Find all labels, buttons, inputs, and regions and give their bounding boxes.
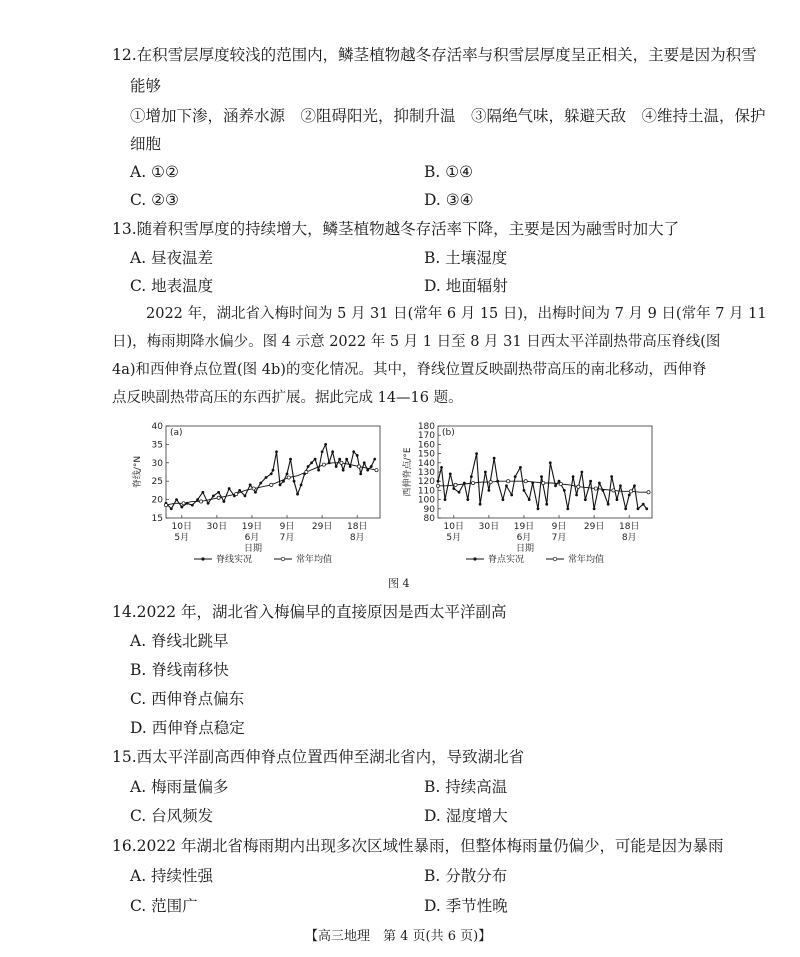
chartb-point-mean	[577, 485, 580, 488]
chartb-point-actual	[637, 507, 640, 510]
charta-point-actual	[279, 483, 282, 486]
chartb-point-mean	[436, 484, 439, 487]
chartb-xtick-label: 10日	[443, 522, 465, 532]
chartb-point-actual	[437, 480, 440, 483]
charta-point-actual	[356, 454, 359, 457]
charta-point-actual	[349, 465, 352, 468]
charta-point-actual	[331, 450, 334, 453]
q16-option-b[interactable]: B. 分散分布	[424, 867, 508, 885]
charta-point-actual	[244, 495, 247, 498]
chartb-point-actual	[566, 507, 569, 510]
charta-point-actual	[275, 450, 278, 453]
chartb-point-actual	[584, 498, 587, 501]
chartb-xtick-label: 30日	[478, 522, 500, 532]
q12-option-a[interactable]: A. ①②	[130, 163, 179, 181]
charta-point-actual	[212, 495, 215, 498]
chartb-xtick-label: 19日	[513, 522, 535, 532]
figure-caption: 图 4	[388, 577, 410, 590]
q12-option-c[interactable]: C. ②③	[130, 191, 179, 209]
chartb-point-mean	[647, 491, 650, 494]
chartb-point-actual	[540, 475, 543, 478]
chartb-point-actual	[519, 466, 522, 469]
charta-point-actual	[366, 469, 369, 472]
q14-option-d[interactable]: D. 西伸脊点稳定	[130, 719, 245, 737]
chartb-point-mean	[559, 482, 562, 485]
charta-month-label: 6月	[244, 533, 260, 543]
charta-ytick-label: 25	[151, 477, 163, 488]
q16-option-d[interactable]: D. 季节性晚	[424, 897, 508, 915]
page-footer: 【高三地理 第 4 页(共 6 页)】	[305, 929, 492, 944]
charta-point-actual	[363, 461, 366, 464]
chartb-ytick-label: 90	[423, 504, 435, 515]
chartb-point-actual	[580, 471, 583, 474]
chart-4b	[400, 420, 662, 572]
charta-point-actual	[207, 502, 210, 505]
chartb-point-actual	[449, 472, 452, 475]
chartb-point-mean	[489, 481, 492, 484]
chartb-point-mean	[594, 487, 597, 490]
chartb-point-actual	[645, 507, 648, 510]
chartb-ytick-label: 80	[423, 514, 435, 524]
charta-point-actual	[314, 458, 317, 461]
charta-point-actual	[265, 476, 268, 479]
chartb-point-actual	[440, 466, 443, 469]
charta-legend-actual-marker	[201, 557, 204, 560]
chartb-point-actual	[487, 489, 490, 492]
chartb-point-actual	[616, 498, 619, 501]
charta-xtick-label: 18日	[346, 522, 368, 532]
charta-point-actual	[228, 487, 231, 490]
chartb-point-actual	[589, 480, 592, 483]
chartb-point-mean	[471, 481, 474, 484]
charta-point-mean	[305, 470, 308, 473]
charta-point-actual	[217, 491, 220, 494]
chartb-ytick-label: 170	[417, 431, 435, 442]
charta-point-mean	[235, 492, 238, 495]
chartb-point-actual	[484, 471, 487, 474]
charta-point-mean	[357, 465, 360, 468]
chartb-point-actual	[470, 475, 473, 478]
passage-line-2: 日)，梅雨期降水偏少。图 4 示意 2022 年 5 月 1 日至 8 月 31 日西太平洋副热带高压脊线(图	[112, 334, 721, 350]
charta-legend-mean-marker	[281, 557, 285, 561]
chartb-legend-mean-marker	[553, 557, 557, 561]
chartb-ytick-label: 160	[417, 440, 435, 451]
charta-point-actual	[373, 458, 376, 461]
chartb-point-actual	[610, 475, 613, 478]
chartb-ytick-label: 150	[417, 449, 435, 460]
charta-point-actual	[180, 506, 183, 509]
charta-point-actual	[300, 483, 303, 486]
chartb-point-actual	[475, 452, 478, 455]
chartb-point-actual	[545, 503, 548, 506]
charta-plot-frame	[166, 426, 380, 518]
chartb-point-actual	[466, 498, 469, 501]
chartb-point-actual	[563, 489, 566, 492]
charta-month-label: 5月	[174, 533, 190, 543]
q12-items-line1: ①增加下渗，涵养水源 ②阻碍阳光，抑制升温 ③隔绝气味，躲避天敌 ④维持土温，保护	[130, 107, 766, 125]
q16-stem: 16.2022 年湖北省梅雨期内出现多次区域性暴雨，但整体梅雨量仍偏少，可能是因为暴雨	[112, 837, 724, 855]
chart-4a	[130, 420, 390, 572]
q12-option-b[interactable]: B. ①④	[424, 163, 474, 181]
q12-option-d[interactable]: D. ③④	[424, 191, 474, 209]
q15-option-b[interactable]: B. 持续高温	[424, 778, 508, 796]
chartb-point-actual	[598, 482, 601, 485]
charta-xtick-label: 29日	[311, 522, 333, 532]
chartb-point-mean	[612, 489, 615, 492]
q15-option-a[interactable]: A. 梅雨量偏多	[130, 778, 229, 796]
charta-ytick-label: 40	[151, 422, 163, 432]
charta-point-actual	[175, 498, 178, 501]
q15-option-c[interactable]: C. 台风频发	[130, 807, 214, 825]
charta-month-label: 8月	[349, 533, 365, 543]
charta-xtick-label: 9日	[279, 522, 295, 532]
chartb-point-actual	[479, 503, 482, 506]
charta-point-actual	[201, 491, 204, 494]
chartb-point-actual	[549, 461, 552, 464]
chartb-point-actual	[624, 507, 627, 510]
q13-option-c[interactable]: C. 地表温度	[130, 277, 214, 295]
passage-line-3: 4a)和西伸脊点位置(图 4b)的变化情况。其中，脊线位置反映副热带高压的南北移动，西伸脊	[112, 362, 707, 378]
charta-point-mean	[340, 461, 343, 464]
chartb-point-actual	[528, 498, 531, 501]
charta-point-actual	[359, 472, 362, 475]
charta-point-actual	[249, 483, 252, 486]
chartb-ylabel: 西伸脊点/°E	[403, 447, 413, 497]
chartb-month-label: 8月	[621, 533, 637, 543]
q16-option-c[interactable]: C. 范围广	[130, 897, 198, 915]
charta-legend-mean-label: 常年均值	[296, 555, 333, 565]
chartb-point-actual	[493, 457, 496, 460]
chartb-ytick-label: 110	[417, 486, 435, 497]
charta-point-actual	[338, 458, 341, 461]
chartb-ytick-label: 180	[417, 422, 435, 432]
passage-line-4: 点反映副热带高压的东西扩展。据此完成 14—16 题。	[112, 390, 463, 406]
chartb-ytick-label: 100	[417, 495, 435, 506]
charta-point-mean	[287, 476, 290, 479]
charta-xtick-label: 30日	[206, 522, 228, 532]
chartb-ytick-label: 140	[417, 458, 435, 469]
chartb-xtick-label: 9日	[551, 522, 567, 532]
chartb-panel-label: (b)	[442, 428, 455, 438]
q14-option-c[interactable]: C. 西伸脊点偏东	[130, 690, 245, 708]
q14-option-b[interactable]: B. 脊线南移快	[130, 661, 229, 679]
charta-point-actual	[254, 491, 257, 494]
chartb-month-label: 5月	[446, 533, 462, 543]
charta-ylabel: 脊线/°N	[133, 455, 143, 489]
chartb-legend-actual-marker	[473, 557, 476, 560]
q12-stem-line2: 能够	[130, 77, 162, 95]
chartb-point-actual	[537, 507, 540, 510]
charta-point-actual	[324, 443, 327, 446]
chartb-month-label: 7月	[551, 533, 567, 543]
chartb-legend-mean-label: 常年均值	[568, 555, 605, 565]
chartb-plot-frame	[438, 426, 652, 518]
charta-legend-actual-label: 脊线实况	[216, 555, 253, 565]
charta-ytick-label: 35	[151, 440, 163, 451]
chartb-xlabel: 日期	[515, 544, 535, 554]
chartb-point-mean	[542, 481, 545, 484]
chartb-point-actual	[575, 494, 578, 497]
chartb-point-actual	[452, 487, 455, 490]
charta-point-actual	[222, 500, 225, 503]
q14-option-a[interactable]: A. 脊线北跳早	[130, 632, 229, 650]
charta-point-actual	[335, 465, 338, 468]
chartb-point-actual	[572, 475, 575, 478]
charta-ytick-label: 20	[151, 495, 163, 506]
charta-point-mean	[164, 504, 167, 507]
charta-point-actual	[238, 489, 241, 492]
q13-option-a[interactable]: A. 昼夜温差	[130, 249, 214, 267]
charta-point-mean	[375, 469, 378, 472]
chartb-ytick-label: 130	[417, 468, 435, 478]
chartb-xtick-label: 18日	[618, 522, 640, 532]
charta-point-actual	[191, 504, 194, 507]
chartb-point-actual	[444, 498, 447, 501]
chartb-point-actual	[502, 498, 505, 501]
chartb-point-actual	[593, 507, 596, 510]
q15-option-d[interactable]: D. 湿度增大	[424, 807, 508, 825]
chartb-point-actual	[554, 484, 557, 487]
chartb-point-mean	[507, 480, 510, 483]
charta-point-actual	[296, 493, 299, 496]
chartb-point-mean	[524, 480, 527, 483]
charta-point-actual	[170, 507, 173, 510]
charta-point-actual	[342, 469, 345, 472]
charta-xlabel: 日期	[243, 544, 263, 554]
charta-point-mean	[199, 500, 202, 503]
chartb-point-actual	[607, 503, 610, 506]
chartb-point-actual	[628, 494, 631, 497]
chartb-xtick-label: 29日	[583, 522, 605, 532]
q13-stem: 13.随着积雪厚度的持续增大，鳞茎植物越冬存活率下降，主要是因为融雪时加大了	[112, 220, 680, 238]
charta-point-actual	[286, 472, 289, 475]
q13-option-d[interactable]: D. 地面辐射	[424, 277, 508, 295]
chartb-point-actual	[619, 484, 622, 487]
charta-point-actual	[270, 472, 273, 475]
chartb-point-actual	[642, 503, 645, 506]
q16-option-a[interactable]: A. 持续性强	[130, 867, 214, 885]
passage-line-1: 2022 年，湖北省入梅时间为 5 月 31 日(常年 6 月 15 日)，出梅时间为 7 月 9 日(常年 7 月 11	[146, 306, 767, 322]
chartb-month-label: 6月	[516, 533, 532, 543]
q15-stem: 15.西太平洋副高西伸脊点位置西伸至湖北省内，导致湖北省	[112, 748, 525, 766]
charta-point-mean	[322, 463, 325, 466]
q14-stem: 14.2022 年，湖北省入梅偏早的直接原因是西太平洋副高	[112, 603, 507, 621]
chartb-point-actual	[458, 491, 461, 494]
charta-point-actual	[345, 458, 348, 461]
chartb-point-actual	[633, 484, 636, 487]
chartb-point-actual	[505, 484, 508, 487]
chartb-ytick-label: 120	[417, 477, 435, 488]
charta-xtick-label: 10日	[171, 522, 193, 532]
charta-point-actual	[321, 450, 324, 453]
charta-point-actual	[293, 480, 296, 483]
chartb-point-mean	[629, 490, 632, 493]
charta-ytick-label: 15	[151, 514, 163, 524]
chartb-point-actual	[510, 494, 513, 497]
charta-point-actual	[196, 498, 199, 501]
charta-panel-label: (a)	[170, 428, 183, 438]
charta-point-mean	[217, 496, 220, 499]
charta-point-actual	[289, 458, 292, 461]
charta-point-mean	[252, 487, 255, 490]
charta-point-actual	[307, 465, 310, 468]
chartb-legend-actual-label: 脊点实况	[488, 555, 525, 565]
charta-point-actual	[370, 465, 373, 468]
q12-items-line2: 细胞	[130, 135, 162, 153]
charta-point-actual	[272, 469, 275, 472]
charta-point-mean	[270, 483, 273, 486]
charta-xtick-label: 19日	[241, 522, 263, 532]
chartb-point-actual	[523, 489, 526, 492]
q13-option-b[interactable]: B. 土壤湿度	[424, 249, 508, 267]
charta-point-mean	[182, 502, 185, 505]
charta-point-actual	[352, 450, 355, 453]
q12-stem-line1: 12.在积雪层厚度较浅的范围内，鳞茎植物越冬存活率与积雪层厚度呈正相关，主要是因为积雪	[112, 46, 757, 64]
charta-point-actual	[317, 469, 320, 472]
chartb-point-mean	[454, 483, 457, 486]
chartb-series-actual-line	[438, 454, 647, 509]
charta-point-actual	[310, 461, 313, 464]
charta-point-actual	[259, 482, 262, 485]
chartb-point-actual	[514, 475, 517, 478]
charta-month-label: 7月	[279, 533, 295, 543]
charta-ytick-label: 30	[151, 458, 163, 469]
